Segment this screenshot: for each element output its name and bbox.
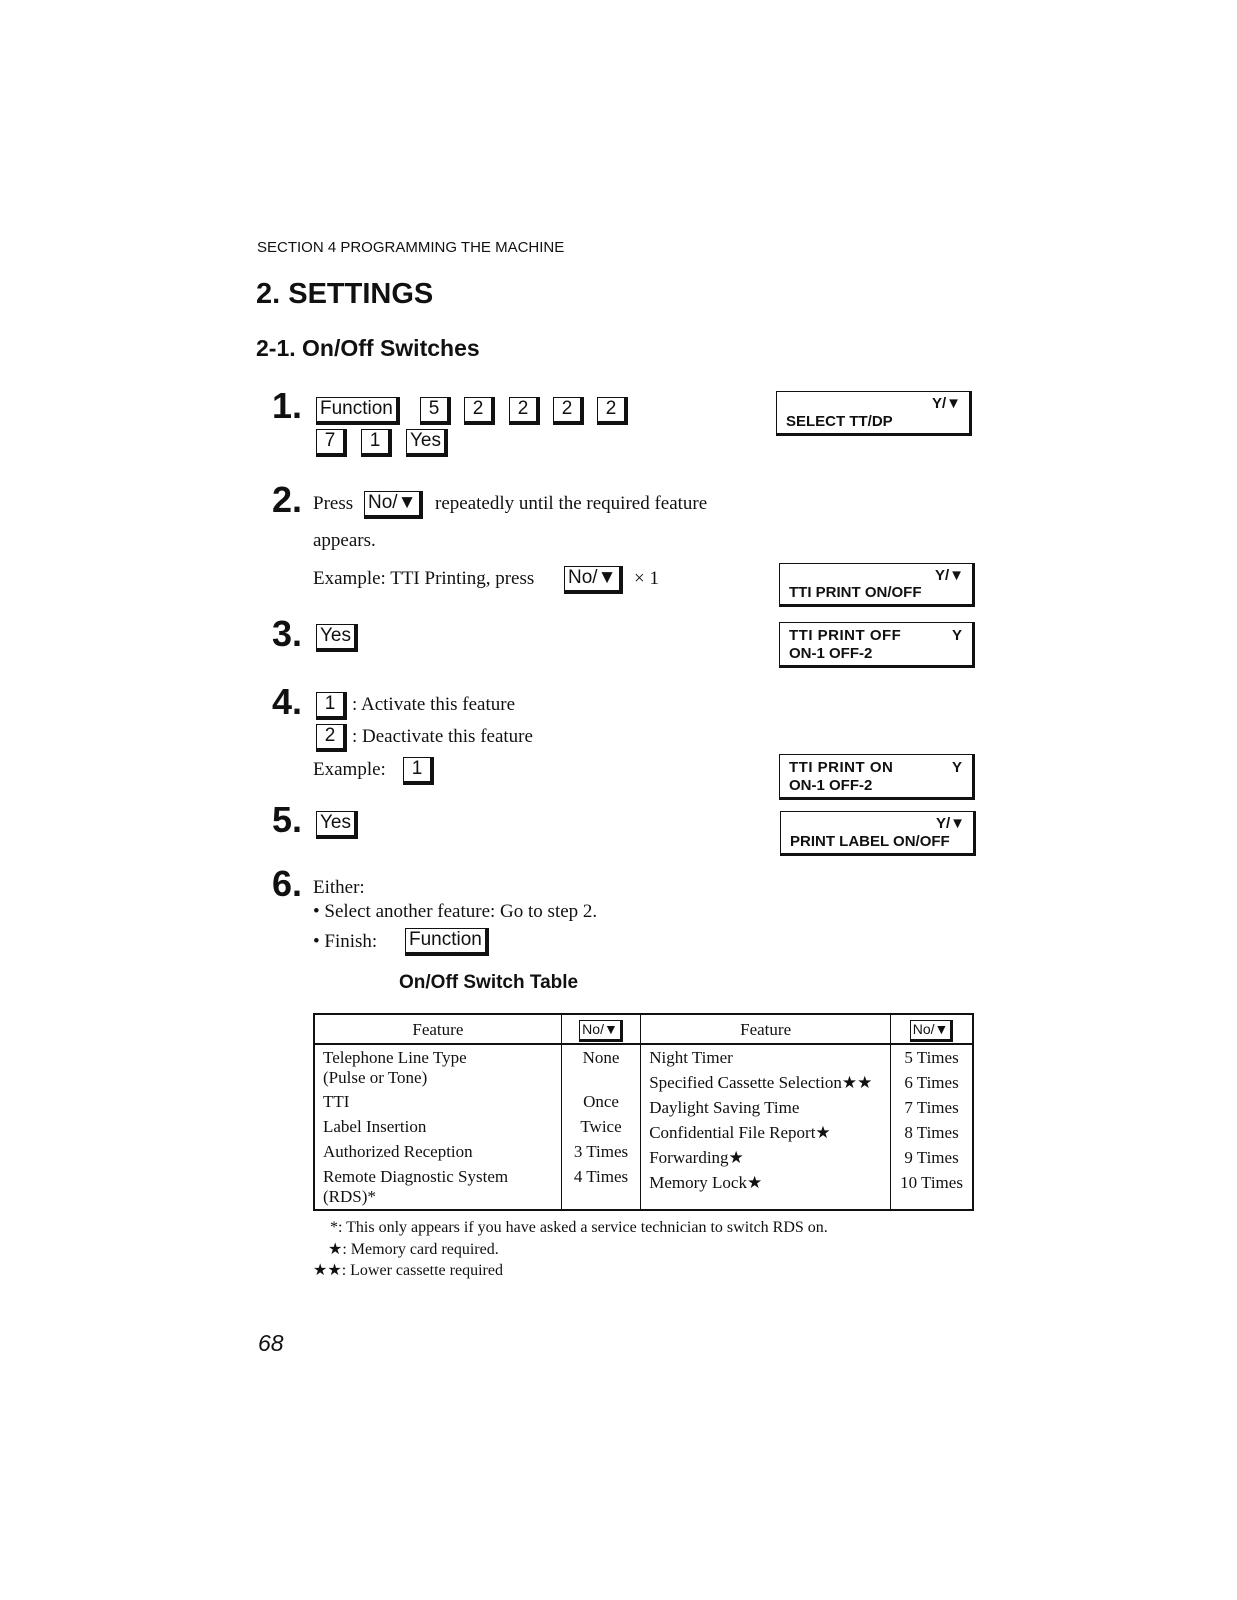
table-header-feature: Feature [314,1014,561,1044]
yes-key: Yes [316,811,358,839]
no-down-key: No/▼ [564,566,623,594]
count-item: 10 Times [900,1173,963,1192]
digit-7-key: 7 [316,429,347,457]
feature-item: Label Insertion [323,1117,427,1136]
no-down-key: No/▼ [910,1020,954,1042]
digit-5-key: 5 [420,397,451,425]
step-2-text-cont: appears. [313,530,376,551]
count-item: 7 Times [904,1098,959,1117]
note-memory-card: ★: Memory card required. [328,1241,499,1258]
step-4-number: 4. [272,681,303,722]
lcd-line-1: TTI PRINT ON [789,759,894,776]
feature-item: (RDS)* [323,1187,376,1206]
lcd-text: SELECT TT/DP [786,413,893,430]
count-item: 8 Times [904,1123,959,1142]
table-left-features [314,1044,561,1210]
lcd-indicator: Y/▼ [931,395,961,412]
count-item: 6 Times [904,1073,959,1092]
lcd-display-tti-print-off [779,622,975,668]
lcd-display-tti-print-onoff [779,563,975,607]
note-rds: *: This only appears if you have asked a service technician to switch RDS on. [330,1219,828,1236]
feature-item: Authorized Reception [323,1142,473,1161]
feature-item: Telephone Line Type [323,1048,467,1067]
deactivate-text: : Deactivate this feature [352,726,533,747]
table-title: On/Off Switch Table [399,972,579,993]
count-item: 9 Times [904,1148,959,1167]
digit-2-key: 2 [316,724,347,752]
count-item: 3 Times [573,1142,629,1161]
step-6-number: 6. [272,863,303,904]
lcd-line-2: ON-1 OFF-2 [789,777,873,794]
step-6-either: Either: [313,877,365,898]
yes-key: Yes [406,429,448,457]
step-2-number: 2. [272,479,303,520]
digit-1-key: 1 [361,429,392,457]
lcd-line-1: TTI PRINT OFF [789,627,902,644]
table-left-counts [561,1044,640,1210]
lcd-line-2: ON-1 OFF-2 [789,645,873,662]
feature-item: Specified Cassette Selection★★ [649,1073,873,1092]
digit-2-key: 2 [597,397,628,425]
feature-item: Daylight Saving Time [649,1098,800,1117]
step-2-times: × 1 [634,568,659,589]
digit-2-key: 2 [464,397,495,425]
count-item: None [582,1048,620,1067]
table-right-counts [891,1044,973,1210]
digit-1-key: 1 [403,757,434,785]
step-6-option-2: • Finish: [313,931,378,952]
step-6-option-1: • Select another feature: Go to step 2. [313,901,598,922]
lcd-display-print-label [780,811,976,856]
digit-1-key: 1 [316,692,347,720]
count-item: Once [583,1092,619,1111]
section-header: SECTION 4 PROGRAMMING THE MACHINE [257,239,565,256]
table-header-feature: Feature [641,1014,891,1044]
function-key: Function [405,928,489,956]
feature-item: (Pulse or Tone) [323,1068,428,1087]
feature-item: Remote Diagnostic System [323,1167,509,1186]
lcd-indicator: Y [951,627,962,644]
step-5-number: 5. [272,799,303,840]
lcd-indicator: Y/▼ [934,567,964,584]
activate-text: : Activate this feature [352,694,516,715]
lcd-indicator: Y [951,759,962,776]
feature-item: Memory Lock★ [649,1173,763,1192]
page-title: 2. SETTINGS [256,278,434,310]
note-lower-cassette: ★★: Lower cassette required [313,1262,503,1279]
no-down-key: No/▼ [579,1020,623,1042]
table-header-key [561,1014,640,1044]
feature-item: Forwarding★ [649,1148,744,1167]
count-item: Twice [580,1117,622,1136]
page-number: 68 [258,1330,284,1356]
lcd-display-tti-print-on [779,754,975,800]
step-3-number: 3. [272,613,303,654]
section-subtitle: 2-1. On/Off Switches [256,335,480,361]
on-off-switch-table [313,1013,974,1211]
step-4-example: Example: [313,759,386,780]
feature-item: TTI [323,1092,350,1111]
lcd-display-select-tt-dp [776,391,972,436]
count-item: 4 Times [573,1167,629,1186]
digit-2-key: 2 [553,397,584,425]
lcd-text: PRINT LABEL ON/OFF [790,833,950,850]
digit-2-key: 2 [509,397,540,425]
step-1-number: 1. [272,385,303,426]
feature-item: Night Timer [649,1048,733,1067]
lcd-indicator: Y/▼ [935,815,965,832]
no-down-key: No/▼ [364,491,423,519]
table-right-features [641,1044,891,1210]
step-2-text: repeatedly until the required feature [435,493,708,514]
count-item: 5 Times [904,1048,959,1067]
step-2-press: Press [313,493,354,514]
lcd-text: TTI PRINT ON/OFF [789,584,922,601]
table-header-key [891,1014,973,1044]
step-2-example: Example: TTI Printing, press [313,568,535,589]
function-key: Function [316,397,400,425]
feature-item: Confidential File Report★ [649,1123,831,1142]
yes-key: Yes [316,624,358,652]
